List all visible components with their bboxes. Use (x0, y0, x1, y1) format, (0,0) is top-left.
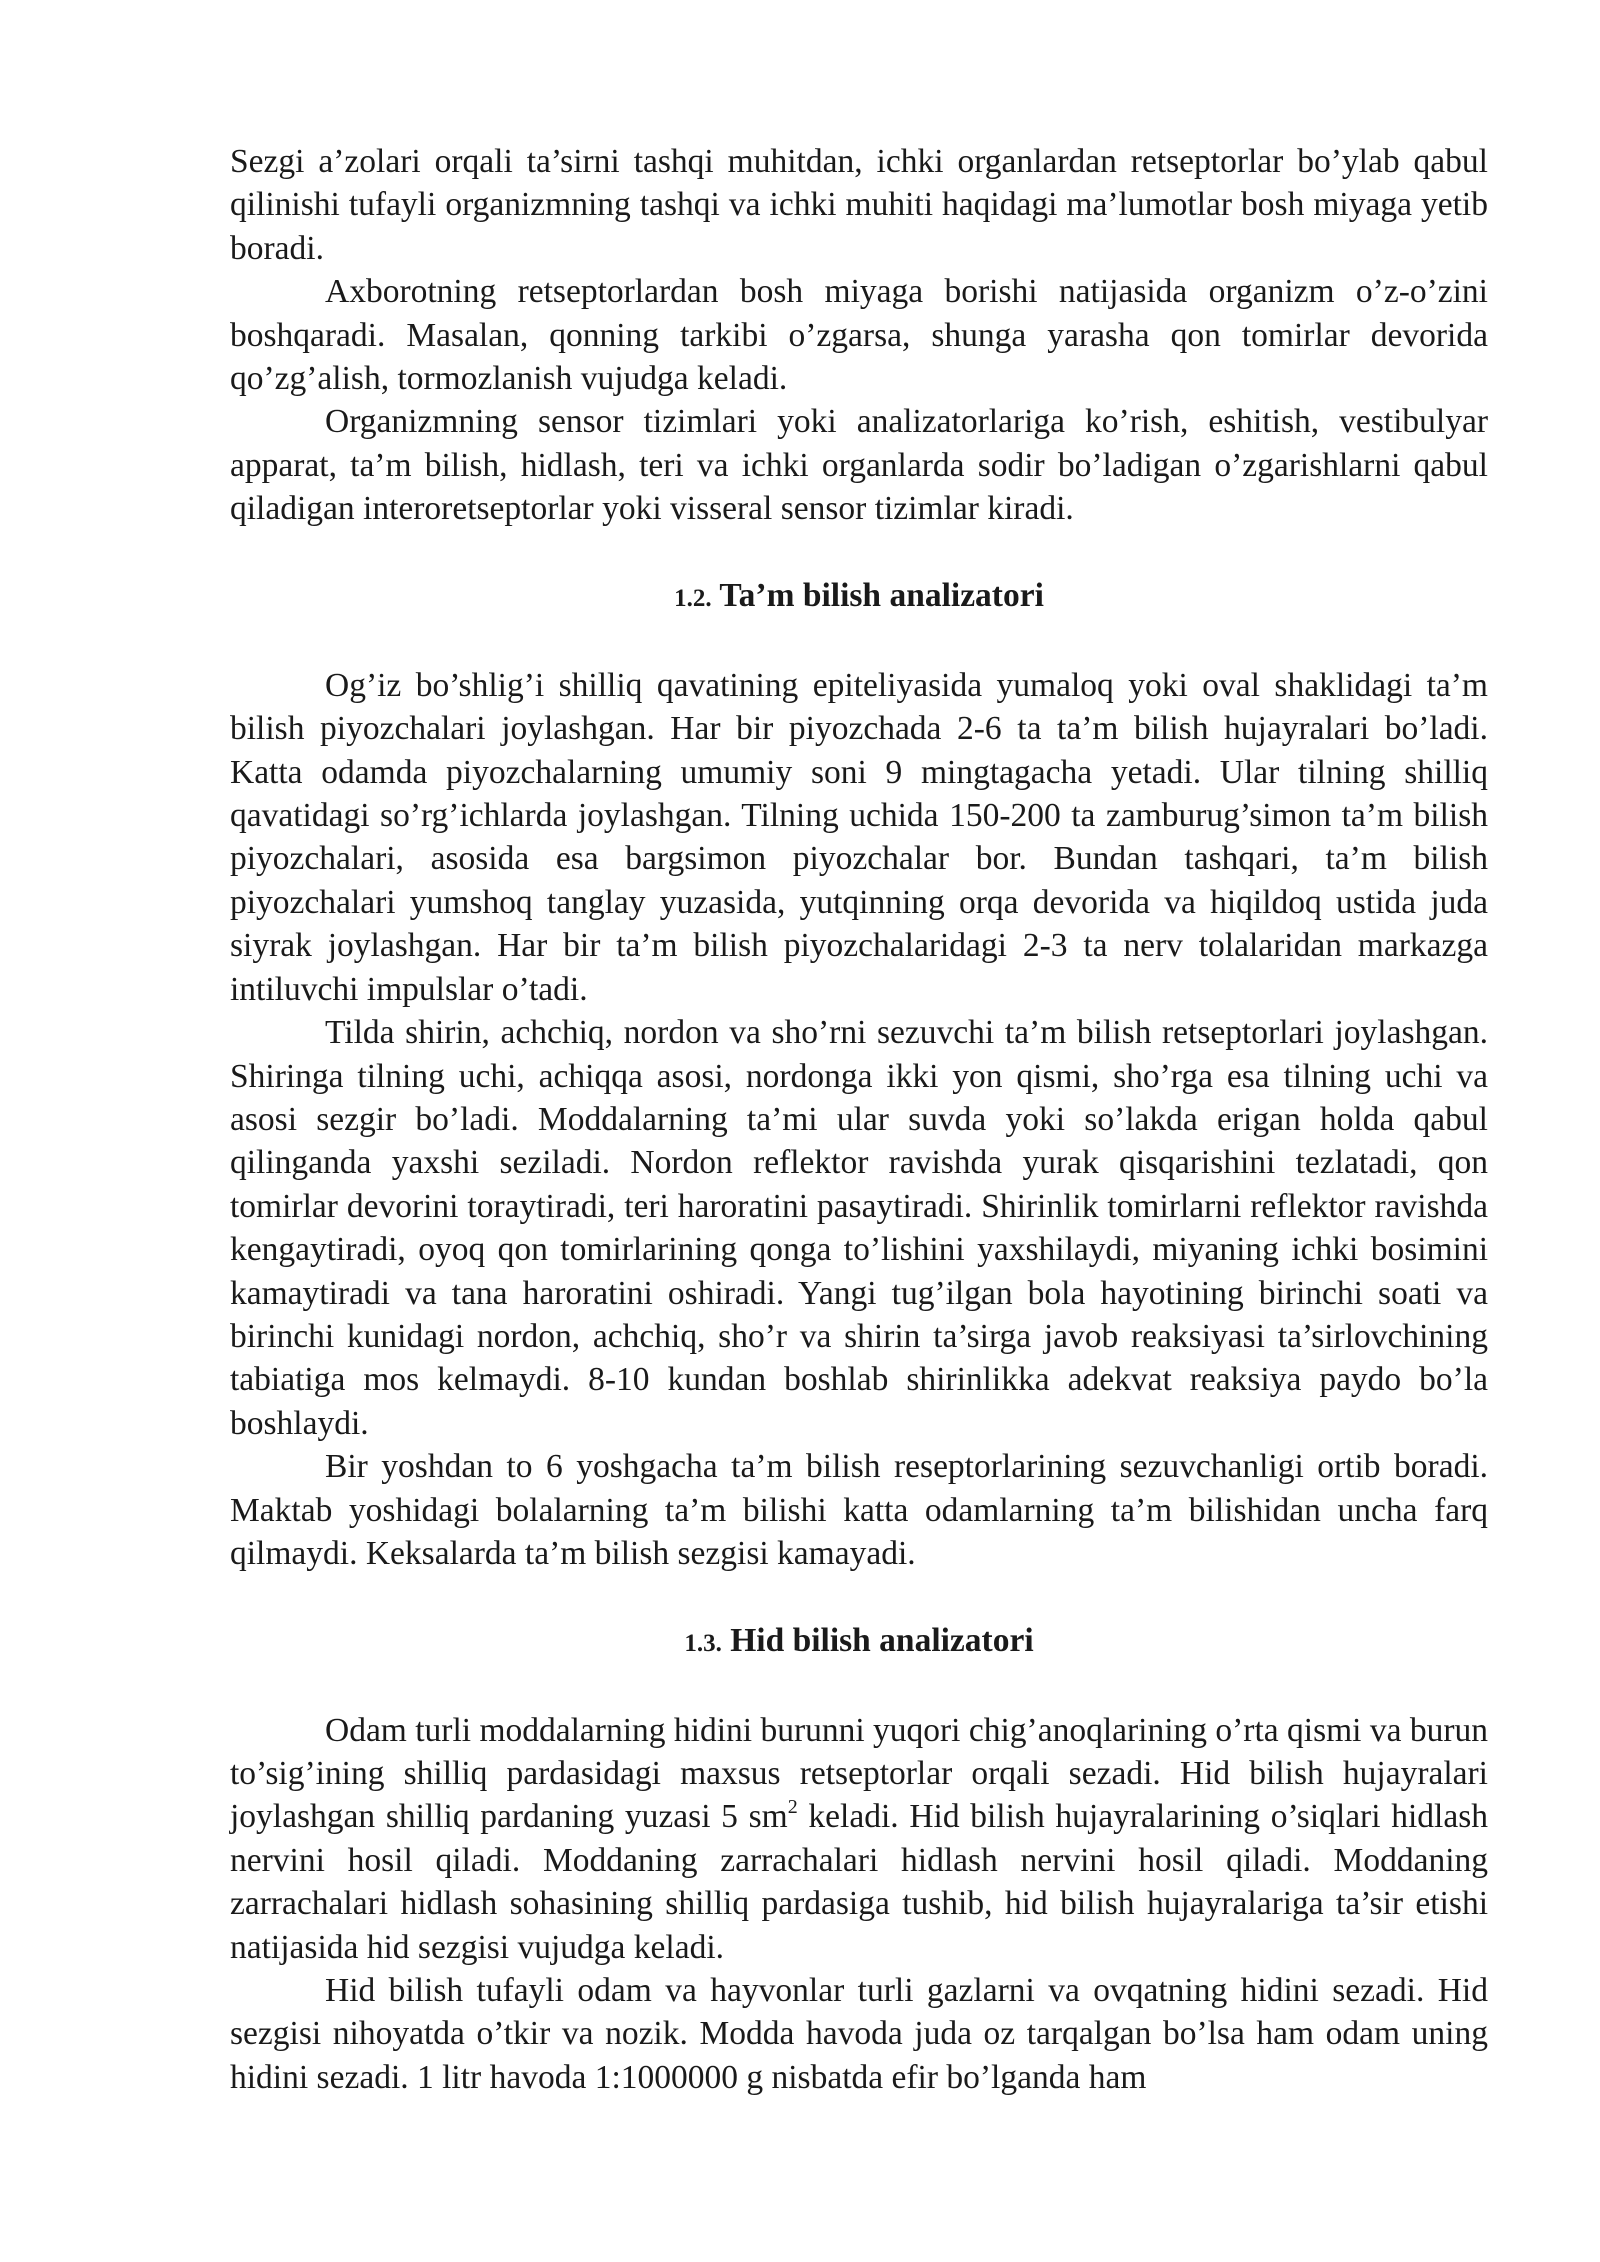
section-number: 1.2. (674, 585, 712, 613)
taste-paragraph-3: Bir yoshdan to 6 yoshgacha ta’m bilish reseptorlarining sezuvchanligi ortib boradi. Maktab yoshidagi bolalarning ta’m bilishi katta odamlarning ta’m bilishidan uncha farq qilmaydi. Keksalarda ta’m bilish sezgisi kamayadi. (230, 1448, 1488, 1572)
spacer (230, 1665, 1488, 1708)
smell-paragraph-2: Hid bilish tufayli odam va hayvonlar turli gazlarni va ovqatning hidini sezadi. Hid sezgisi nihoyatda o’tkir va nozik. Modda havoda juda oz tarqalgan bo’lsa ham odam uning hidini sezadi. 1 litr havoda 1:1000000 g nisbatda efir bo’lganda ham (230, 1972, 1488, 2096)
section-title: Ta’m bilish analizatori (719, 577, 1044, 615)
smell-text-part-1: Odam turli moddalarning hidini burunni yuqori chig’anoqlarining o’rta qismi va burun to’sig’ining shilliq pardasidagi maxsus retseptorlar orqali sezadi. Hid bilish hujayralari joylashgan shilliq pardaning yuzasi 5 sm (230, 1711, 1488, 1836)
document-page (230, 140, 1488, 2099)
spacer (230, 531, 1488, 574)
superscript: 2 (787, 1796, 798, 1819)
section-heading-1-3 (230, 1619, 1488, 1665)
section-heading-1-2 (230, 574, 1488, 620)
smell-paragraph-1 (230, 1709, 1488, 1969)
smell-text-part-2: keladi. Hid bilish hujayralarining o’siqlari hidlash nervini hosil qiladi. Moddaning zarrachalari hidlash nervini hosil qiladi. Moddaning zarrachalari hidlash sohasining shilliq pardasiga tushib, hid bilish hujayralariga ta’sir etishi natijasida hid sezgisi vujudga keladi. (230, 1798, 1488, 1966)
section-number: 1.3. (684, 1629, 722, 1657)
intro-paragraph-2: Axborotning retseptorlardan bosh miyaga borishi natijasida organizm o’z-o’zini boshqaradi. Masalan, qonning tarkibi o’zgarsa, shunga yarasha qon tomirlar devorida qo’zg’alish, tormozlanish vujudga keladi. (230, 273, 1488, 398)
taste-paragraph-1: Og’iz bo’shlig’i shilliq qavatining epiteliyasida yumaloq yoki oval shaklidagi ta’m bilish piyozchalari joylashgan. Har bir piyozchada 2-6 ta ta’m bilish hujayralari bo’ladi. Katta odamda piyozchalarning umumiy soni 9 mingtagacha yetadi. Ular tilning shilliq qavatidagi so’rg’ichlarda joylashgan. Tilning uchida 150-200 ta zamburug’simon ta’m bilish piyozchalari, asosida esa bargsimon piyozchalar bor. Bundan tashqari, ta’m bilish piyozchalari yumshoq tanglay yuzasida, yutqinning orqa devorida va hiqildoq ustida juda siyrak joylashgan. Har bir ta’m bilish piyozchalaridagi 2-3 ta nerv tolalaridan markazga intiluvchi impulslar o’tadi. (230, 666, 1488, 1008)
taste-paragraph-2: Tilda shirin, achchiq, nordon va sho’rni sezuvchi ta’m bilish retseptorlari joylashgan. Shiringa tilning uchi, achiqqa asosi, nordonga ikki yon qismi, sho’rga esa tilning uchi va asosi sezgir bo’ladi. Moddalarning ta’mi ular suvda yoki so’lakda erigan holda qabul qilinganda yaxshi seziladi. Nordon reflektor ravishda yurak qisqarishini tezlatadi, qon tomirlar devorini toraytiradi, teri haroratini pasaytiradi. Shirinlik tomirlarni reflektor ravishda kengaytiradi, oyoq qon tomirlarining qonga to’lishini yaxshilaydi, miyaning ichki bosimini kamaytiradi va tana haroratini oshiradi. Yangi tug’ilgan bola hayotining birinchi soati va birinchi kunidagi nordon, achchiq, sho’r va shirin ta’sirga javob reaksiyasi ta’sirlovchining tabiatiga mos kelmaydi. 8-10 kundan boshlab shirinlikka adekvat reaksiya paydo bo’la boshlaydi. (230, 1014, 1488, 1442)
section-title: Hid bilish analizatori (730, 1621, 1034, 1659)
spacer (230, 1575, 1488, 1618)
intro-paragraph-3: Organizmning sensor tizimlari yoki analizatorlariga ko’rish, eshitish, vestibulyar apparat, ta’m bilish, hidlash, teri va ichki organlarda sodir bo’ladigan o’zgarishlarni qabul qiladigan interoretseptorlar yoki visseral sensor tizimlar kiradi. (230, 403, 1488, 528)
intro-paragraph-1: Sezgi a’zolari orqali ta’sirni tashqi muhitdan, ichki organlardan retseptorlar bo’ylab qabul qilinishi tufayli organizmning tashqi va ichki muhiti haqidagi ma’lumotlar bosh miyaga yetib boradi. (230, 143, 1488, 267)
spacer (230, 620, 1488, 663)
